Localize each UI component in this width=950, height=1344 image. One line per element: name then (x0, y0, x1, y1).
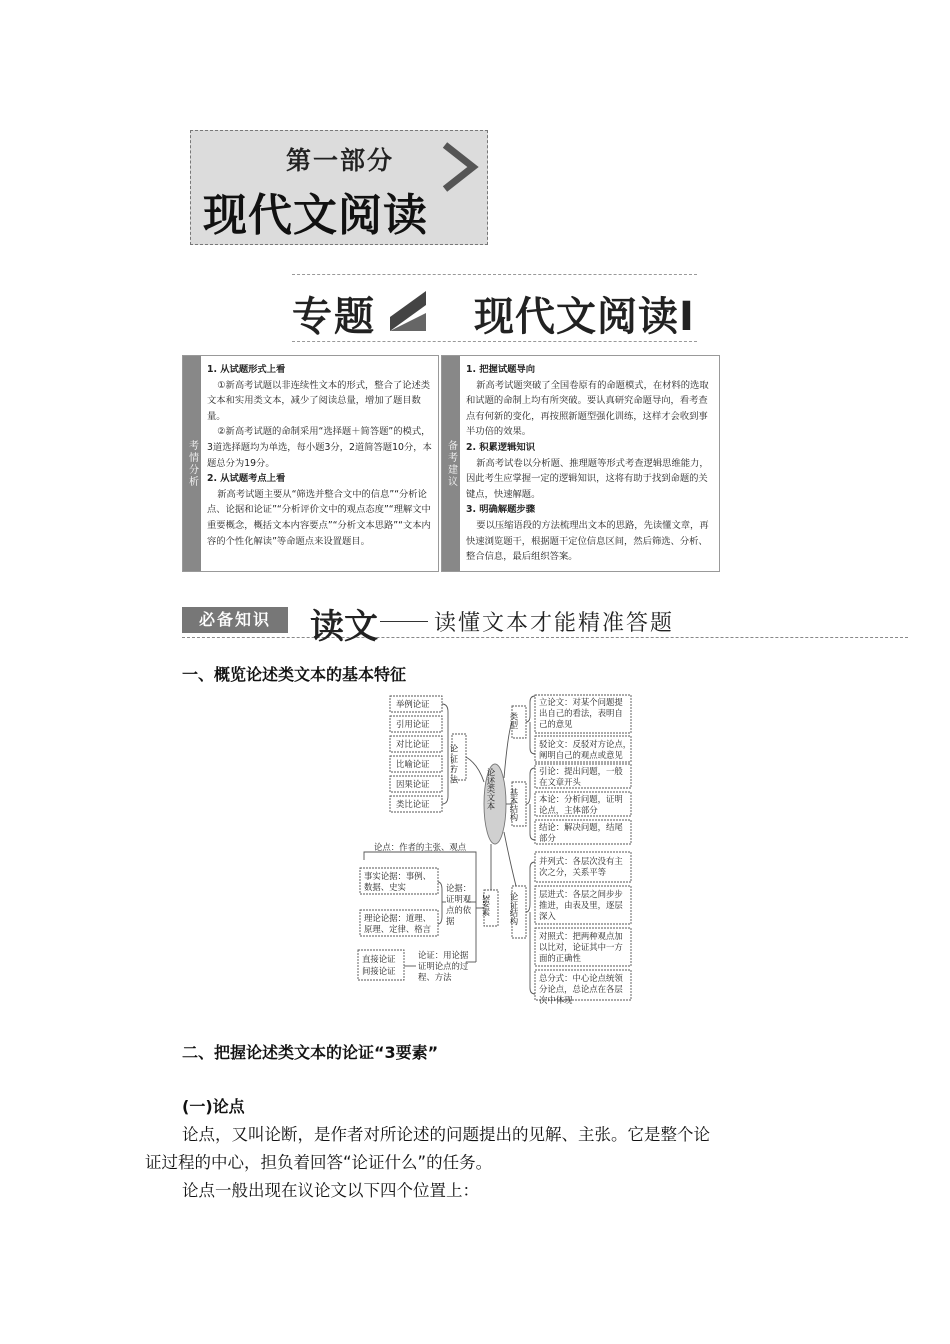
panel-heading: 2. 积累逻辑知识 (466, 441, 536, 453)
basic-line: 在文章开头 (539, 777, 581, 787)
mindmap-center-label: 论述类文本 (486, 768, 496, 810)
type-line: 驳论文：反驳对方论点， (539, 739, 632, 749)
method-label: 因果论证 (396, 779, 430, 789)
demonstration-line: 论证：用论据 (418, 950, 469, 960)
method-branch-label: 论证方法 (449, 744, 459, 786)
basic-line: 部分 (539, 833, 556, 843)
topic-heading (292, 274, 697, 342)
paragraph-line: 论点，又叫论断，是作者对所论述的问题提出的见解、主张。它是整个论 (182, 1125, 710, 1144)
type-line: 出自己的看法，表明自 (539, 708, 623, 718)
basic-line: 引论：提出问题，一般 (539, 766, 623, 776)
basic-branch-label: 基本结构 (509, 788, 519, 822)
panel-paragraph: 要以压缩语段的方法梳理出文本的思路，先读懂文章，再快速浏览题干，根据题干定位信息区间，然后筛选、分析、整合信息，最后组织答案。 (466, 519, 709, 563)
section-dash (380, 621, 428, 622)
structure-line: 分论点，总论点在各层 (539, 984, 623, 994)
structure-branch-label: 论证结构 (509, 892, 519, 926)
structure-line: 深入 (539, 911, 556, 921)
part-label: 第一部分 (286, 146, 395, 175)
structure-line: 次之分，关系平等 (539, 867, 606, 877)
basic-line: 本论：分析问题，证明 (539, 794, 623, 804)
method-label: 举例论证 (396, 699, 430, 709)
panel-heading: 1. 把握试题导向 (466, 364, 536, 375)
structure-line: 推进，由表及里，逐层 (539, 900, 623, 910)
exam-analysis-panel (182, 355, 439, 572)
panel-heading: 1. 从试题形式上看 (207, 364, 286, 375)
section-main-title: 读文 (310, 607, 378, 647)
paragraph-line: 论点一般出现在议论文以下四个位置上： (182, 1181, 479, 1200)
basic-line: 论点，主体部分 (539, 805, 598, 815)
structure-line: 对照式：把两种观点加 (539, 931, 623, 941)
type-line: 立论文：对某个问题提 (539, 697, 623, 707)
method-label: 对比论证 (396, 739, 430, 749)
demonstration-line: 程、方法 (418, 972, 452, 982)
panel-tab: 备考建议 (442, 356, 460, 571)
theory-evidence-line: 理论论据：道理、 (364, 913, 431, 923)
structure-line: 以比对，论证其中一方 (539, 942, 623, 952)
panel-heading: 2. 从试题考点上看 (207, 473, 286, 485)
section-banner (182, 603, 908, 647)
structure-line: 次中体现 (539, 995, 573, 1004)
panel-paragraph: 新高考试卷以分析题、推理题等形式考查逻辑思维能力，因此考生应掌握一定的逻辑知识，这将有助于找到命题的关键点，快速解题。 (466, 457, 709, 500)
fact-evidence-line: 事实论据：事例、 (364, 871, 431, 881)
section-subtitle: 读懂文本才能精准答题 (434, 611, 675, 636)
chevron-right-icon (439, 141, 479, 201)
theory-evidence-line: 原理、定律、格言 (364, 924, 431, 934)
section-heading-2: 二、把握论述类文本的论证“3要素” (182, 1043, 439, 1062)
section-heading-1: 一、概览论述类文本的基本特征 (182, 665, 407, 684)
thesis-label: 论点：作者的主张、观点 (374, 842, 467, 852)
topic-title: 现代文阅读Ⅰ (474, 294, 695, 340)
part-banner (190, 130, 488, 245)
basic-line: 结论：解决问题，结尾 (539, 822, 623, 832)
direct-argument-label: 直接论证 (362, 954, 396, 964)
structure-line: 面的正确性 (539, 953, 581, 963)
method-label: 类比论证 (396, 799, 430, 809)
subsection-heading: (一)论点 (182, 1097, 245, 1116)
panel-tab: 考情分析 (183, 356, 201, 571)
part-title: 现代文阅读 (203, 190, 428, 241)
fact-evidence-line: 数据、史实 (364, 882, 406, 892)
panel-paragraph: 新高考试题突破了全国卷原有的命题模式，在材料的选取和试题的命制上均有所突破。要认真研究命题导向，看考查点有何新的变化，再按照新题型强化训练，这样才会收到事半功倍的效果。 (466, 379, 709, 438)
type-line: 阐明自己的观点或意见 (539, 750, 623, 760)
demonstration-line: 证明论点的过 (418, 961, 469, 971)
exam-advice-panel (441, 355, 720, 572)
elements-branch-label: 3要素 (481, 894, 491, 917)
method-label: 引用论证 (396, 719, 430, 729)
structure-line: 层进式：各层之间步步 (539, 889, 623, 899)
panel-paragraph: ①新高考试题以非连续性文本的形式，整合了论述类文本和实用类文本，减少了阅读总量，增加了题目数量。 (207, 379, 431, 422)
paragraph-line: 证过程的中心，担负着回答“论证什么”的任务。 (145, 1153, 493, 1172)
indirect-argument-label: 间接论证 (362, 966, 396, 976)
panel-paragraph: 新高考试题主要从“筛选并整合文中的信息”“分析论点、论据和论证”“分析评价文中的观点态度”“理解文中重要概念，概括文本内容要点”“分析文本思路”“文本内容的个性化解读”等命题点来设置题目。 (207, 488, 431, 547)
evidence-line: 证明观 (446, 894, 472, 904)
structure-line: 并列式：各层次没有主 (539, 856, 623, 866)
mindmap-diagram (350, 692, 640, 1004)
type-line: 己的意见 (539, 719, 573, 729)
method-label: 比喻论证 (396, 759, 430, 769)
evidence-line: 据 (446, 916, 455, 926)
panel-paragraph: ②新高考试题的命制采用“选择题＋简答题”的模式，3道选择题均为单选，每小题3分，2道简答题10分，本题总分为19分。 (207, 426, 432, 469)
type-branch-label: 类型 (509, 712, 519, 729)
evidence-line: 点的依 (446, 905, 472, 915)
structure-line: 总分式：中心论点统领 (539, 973, 623, 983)
section-badge: 必备知识 (182, 607, 288, 633)
topic-label: 专题 (292, 294, 376, 340)
evidence-line: 论据： (446, 883, 472, 893)
slash-decoration-icon (390, 291, 426, 331)
panel-heading: 3. 明确解题步骤 (466, 504, 536, 516)
